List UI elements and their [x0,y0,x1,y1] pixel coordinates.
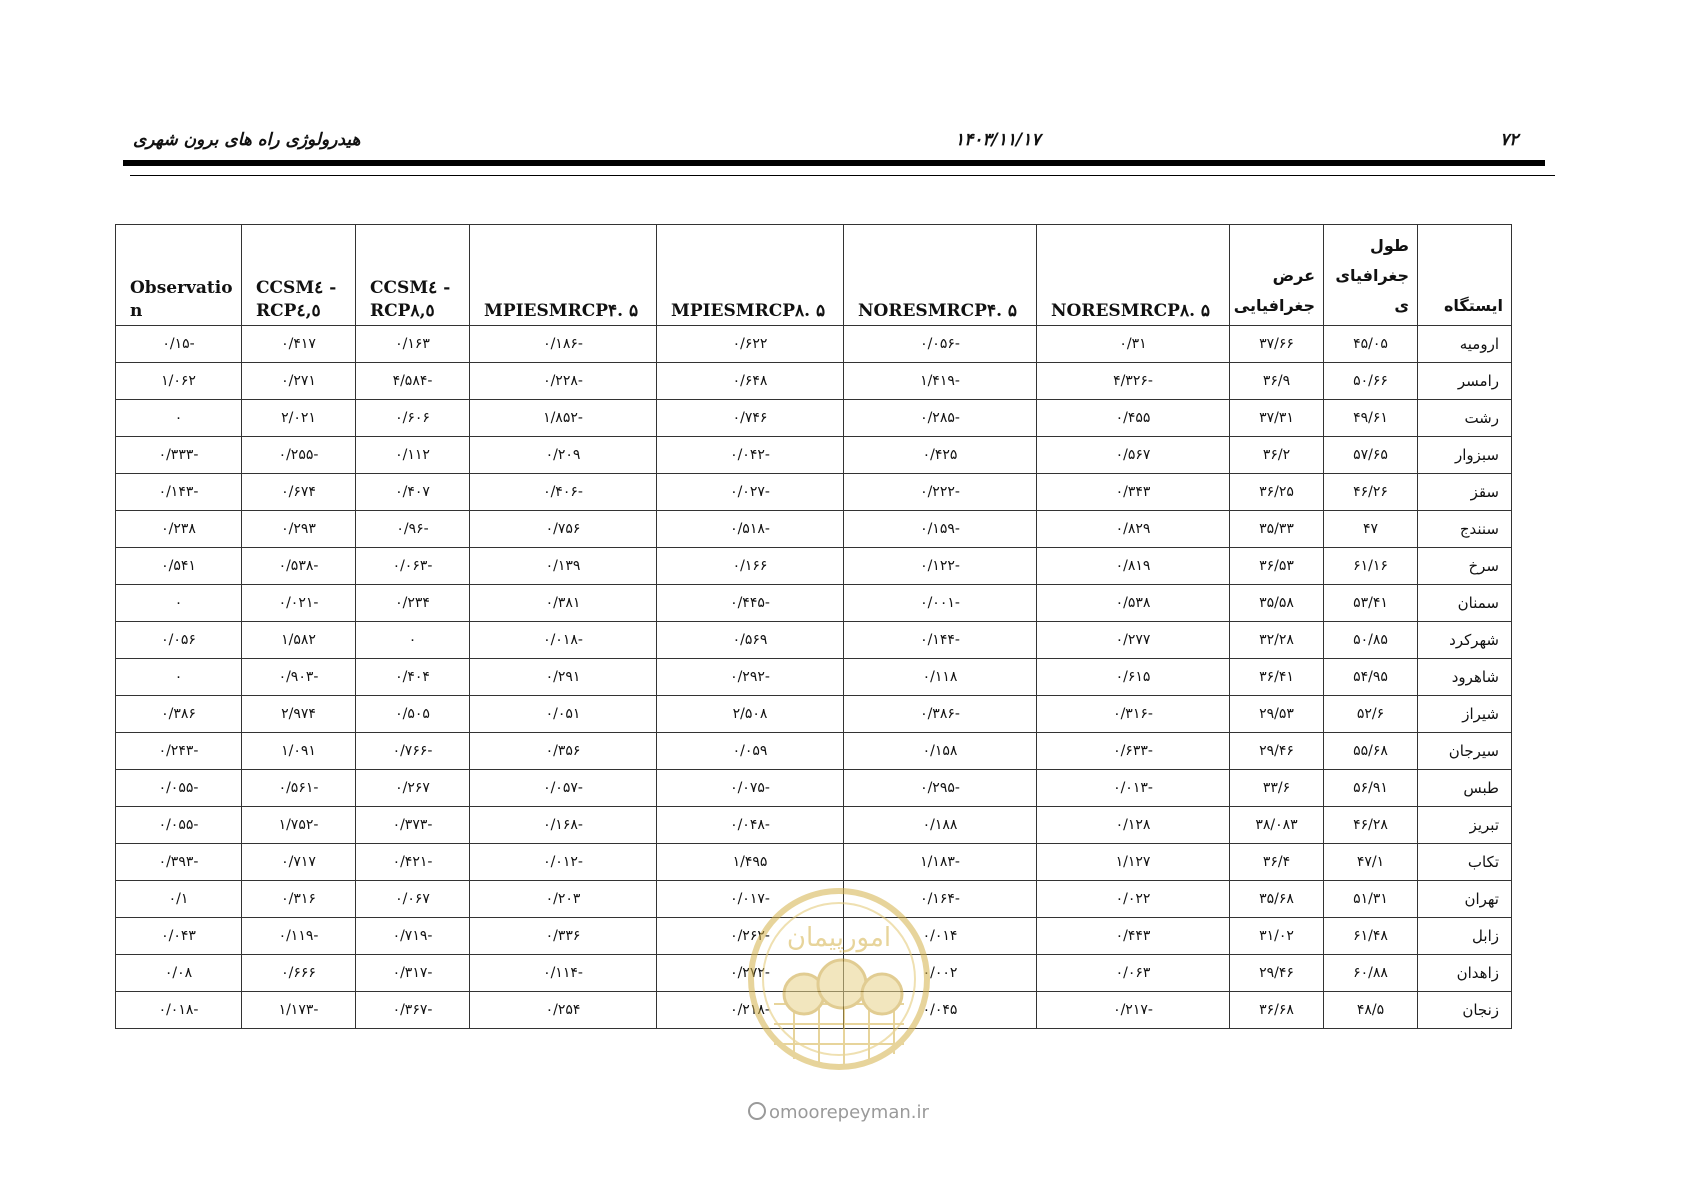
cell-noresm-rcp45: -۰/۱۴۴ [844,622,1037,659]
cell-mpiesm-rcp45: ۰/۳۸۱ [470,585,657,622]
cell-latitude: ۳۶/۶۸ [1230,992,1324,1029]
cell-latitude: ۳۷/۳۱ [1230,400,1324,437]
cell-longitude: ۴۶/۲۸ [1324,807,1418,844]
cell-noresm-rcp45: ۰/۰۰۲ [844,955,1037,992]
cell-noresm-rcp45: -۰/۲۸۵ [844,400,1037,437]
table-row [116,733,1512,770]
cell-noresm-rcp45: ۰/۱۵۸ [844,733,1037,770]
cell-noresm-rcp45: -۰/۲۹۵ [844,770,1037,807]
cell-ccsm4-rcp45: ۰/۶۶۶ [242,955,356,992]
column-header-noresm-rcp45: NORESMRCP۴. ۵ [844,225,1037,326]
column-header-mpiesm-rcp45: MPIESMRCP۴. ۵ [470,225,657,326]
cell-ccsm4-rcp85: ۰/۴۰۴ [356,659,470,696]
cell-observation: ۱/۰۶۲ [116,363,242,400]
cell-longitude: ۵۳/۴۱ [1324,585,1418,622]
cell-mpiesm-rcp85: ۰/۷۴۶ [657,400,844,437]
table-row [116,659,1512,696]
cell-noresm-rcp85: ۰/۶۱۵ [1037,659,1230,696]
cell-latitude: ۳۶/۲۵ [1230,474,1324,511]
cell-ccsm4-rcp85: -۰/۳۷۳ [356,807,470,844]
cell-noresm-rcp85: ۰/۸۲۹ [1037,511,1230,548]
cell-mpiesm-rcp45: -۰/۰۱۸ [470,622,657,659]
cell-ccsm4-rcp45: -۰/۵۶۱ [242,770,356,807]
cell-ccsm4-rcp45: ۰/۲۹۳ [242,511,356,548]
cell-ccsm4-rcp85: ۰ [356,622,470,659]
cell-station: زابل [1418,918,1512,955]
cell-observation: ۰/۰۴۳ [116,918,242,955]
table-row [116,770,1512,807]
cell-latitude: ۳۵/۶۸ [1230,881,1324,918]
column-header-longitude: طول جغرافیای ی [1324,225,1418,326]
cell-observation: ۰/۰۵۶ [116,622,242,659]
cell-longitude: ۵۵/۶۸ [1324,733,1418,770]
cell-station: تبریز [1418,807,1512,844]
cell-mpiesm-rcp85: ۰/۶۲۲ [657,326,844,363]
cell-longitude: ۵۴/۹۵ [1324,659,1418,696]
cell-noresm-rcp45: -۱/۱۸۳ [844,844,1037,881]
cell-latitude: ۳۷/۶۶ [1230,326,1324,363]
cell-observation: -۰/۰۵۵ [116,770,242,807]
document-title: هیدرولوژی راه های برون شهری [133,130,361,150]
cell-noresm-rcp45: ۰/۰۴۵ [844,992,1037,1029]
cell-observation: ۰/۰۸ [116,955,242,992]
cell-noresm-rcp45: ۰/۱۸۸ [844,807,1037,844]
column-header-mpiesm-rcp85: MPIESMRCP۸. ۵ [657,225,844,326]
cell-station: سبزوار [1418,437,1512,474]
column-header-ccsm4-rcp85: CCSM٤ - RCP٨,٥ [356,225,470,326]
cell-mpiesm-rcp85: -۰/۲۹۲ [657,659,844,696]
cell-ccsm4-rcp45: ۰/۴۱۷ [242,326,356,363]
cell-latitude: ۳۵/۳۳ [1230,511,1324,548]
table-row [116,622,1512,659]
cell-station: رشت [1418,400,1512,437]
cell-station: رامسر [1418,363,1512,400]
cell-mpiesm-rcp45: -۱/۸۵۲ [470,400,657,437]
cell-ccsm4-rcp85: ۰/۱۱۲ [356,437,470,474]
document-date: ۱۴۰۳/۱۱/۱۷ [955,130,1041,150]
cell-longitude: ۴۷/۱ [1324,844,1418,881]
cell-observation: -۰/۱۴۳ [116,474,242,511]
cell-station: سمنان [1418,585,1512,622]
cell-ccsm4-rcp45: ۰/۳۱۶ [242,881,356,918]
cell-latitude: ۳۳/۶ [1230,770,1324,807]
cell-ccsm4-rcp85: -۰/۰۶۳ [356,548,470,585]
cell-ccsm4-rcp45: -۱/۱۷۳ [242,992,356,1029]
table-row [116,326,1512,363]
cell-ccsm4-rcp85: ۰/۰۶۷ [356,881,470,918]
cell-station: شیراز [1418,696,1512,733]
cell-ccsm4-rcp45: -۰/۱۱۹ [242,918,356,955]
cell-mpiesm-rcp45: ۰/۲۹۱ [470,659,657,696]
cell-station: طبس [1418,770,1512,807]
cell-latitude: ۲۹/۴۶ [1230,733,1324,770]
cell-noresm-rcp45: -۰/۱۵۹ [844,511,1037,548]
cell-latitude: ۳۶/۴ [1230,844,1324,881]
table-row [116,548,1512,585]
cell-mpiesm-rcp85: -۰/۲۱۸ [657,992,844,1029]
cell-station: زاهدان [1418,955,1512,992]
cell-longitude: ۵۶/۹۱ [1324,770,1418,807]
cell-observation: -۰/۲۴۳ [116,733,242,770]
table-row [116,437,1512,474]
cell-mpiesm-rcp85: -۰/۲۶۲ [657,918,844,955]
cell-ccsm4-rcp85: ۰/۵۰۵ [356,696,470,733]
cell-mpiesm-rcp45: ۰/۳۳۶ [470,918,657,955]
cell-noresm-rcp85: ۰/۳۱ [1037,326,1230,363]
cell-ccsm4-rcp85: ۰/۲۳۴ [356,585,470,622]
cell-mpiesm-rcp85: -۰/۰۱۷ [657,881,844,918]
cell-noresm-rcp45: -۰/۲۲۲ [844,474,1037,511]
cell-noresm-rcp45: ۰/۰۱۴ [844,918,1037,955]
table-header-row [116,225,1512,326]
cell-latitude: ۳۶/۵۳ [1230,548,1324,585]
cell-longitude: ۴۹/۶۱ [1324,400,1418,437]
cell-mpiesm-rcp45: -۰/۱۱۴ [470,955,657,992]
cell-station: سنندج [1418,511,1512,548]
cell-mpiesm-rcp85: ۰/۶۴۸ [657,363,844,400]
cell-ccsm4-rcp45: ۲/۰۲۱ [242,400,356,437]
cell-noresm-rcp45: -۰/۰۵۶ [844,326,1037,363]
cell-station: سرخ [1418,548,1512,585]
cell-mpiesm-rcp45: ۰/۰۵۱ [470,696,657,733]
cell-mpiesm-rcp85: ۰/۱۶۶ [657,548,844,585]
cell-mpiesm-rcp85: -۰/۰۷۵ [657,770,844,807]
header-rule-thin [130,175,1555,176]
cell-noresm-rcp85: -۴/۳۲۶ [1037,363,1230,400]
table-row [116,807,1512,844]
cell-noresm-rcp45: -۰/۱۲۲ [844,548,1037,585]
cell-observation: -۰/۰۵۵ [116,807,242,844]
cell-mpiesm-rcp85: -۰/۵۱۸ [657,511,844,548]
cell-observation: ۰ [116,400,242,437]
cell-mpiesm-rcp85: ۱/۴۹۵ [657,844,844,881]
cell-longitude: ۴۷ [1324,511,1418,548]
cell-noresm-rcp85: ۰/۸۱۹ [1037,548,1230,585]
cell-latitude: ۳۵/۵۸ [1230,585,1324,622]
cell-noresm-rcp45: ۰/۱۱۸ [844,659,1037,696]
cell-mpiesm-rcp45: ۰/۱۳۹ [470,548,657,585]
at-icon [748,1102,766,1120]
cell-noresm-rcp45: -۰/۱۶۴ [844,881,1037,918]
cell-mpiesm-rcp85: -۰/۰۴۲ [657,437,844,474]
cell-longitude: ۵۰/۶۶ [1324,363,1418,400]
cell-latitude: ۳۱/۰۲ [1230,918,1324,955]
cell-mpiesm-rcp85: -۰/۰۲۷ [657,474,844,511]
cell-station: سقز [1418,474,1512,511]
cell-ccsm4-rcp45: -۰/۲۵۵ [242,437,356,474]
cell-noresm-rcp45: -۱/۴۱۹ [844,363,1037,400]
cell-longitude: ۴۵/۰۵ [1324,326,1418,363]
watermark-site: omoorepeyman.ir [769,1102,929,1123]
cell-mpiesm-rcp45: -۰/۱۸۶ [470,326,657,363]
table-row [116,400,1512,437]
cell-mpiesm-rcp45: -۰/۱۶۸ [470,807,657,844]
cell-latitude: ۲۹/۵۳ [1230,696,1324,733]
watermark-logo-text: امورپیمان [786,923,892,953]
cell-mpiesm-rcp45: -۰/۰۵۷ [470,770,657,807]
cell-latitude: ۳۲/۲۸ [1230,622,1324,659]
cell-ccsm4-rcp45: -۱/۷۵۲ [242,807,356,844]
cell-mpiesm-rcp45: -۰/۲۲۸ [470,363,657,400]
cell-noresm-rcp85: ۰/۵۶۷ [1037,437,1230,474]
cell-noresm-rcp85: ۰/۰۶۳ [1037,955,1230,992]
cell-ccsm4-rcp85: -۴/۵۸۴ [356,363,470,400]
cell-noresm-rcp85: -۰/۲۱۷ [1037,992,1230,1029]
cell-mpiesm-rcp85: ۲/۵۰۸ [657,696,844,733]
cell-noresm-rcp85: -۰/۰۱۳ [1037,770,1230,807]
cell-ccsm4-rcp85: ۰/۱۶۳ [356,326,470,363]
cell-ccsm4-rcp45: ۰/۶۷۴ [242,474,356,511]
cell-observation: ۰/۳۸۶ [116,696,242,733]
cell-latitude: ۲۹/۴۶ [1230,955,1324,992]
cell-noresm-rcp85: ۱/۱۲۷ [1037,844,1230,881]
cell-station: ارومیه [1418,326,1512,363]
table-row [116,585,1512,622]
cell-noresm-rcp85: ۰/۲۷۷ [1037,622,1230,659]
cell-longitude: ۵۷/۶۵ [1324,437,1418,474]
cell-ccsm4-rcp85: -۰/۳۶۷ [356,992,470,1029]
column-header-noresm-rcp85: NORESMRCP۸. ۵ [1037,225,1230,326]
cell-mpiesm-rcp45: ۰/۲۵۴ [470,992,657,1029]
cell-noresm-rcp85: ۰/۴۵۵ [1037,400,1230,437]
cell-observation: ۰/۵۴۱ [116,548,242,585]
cell-mpiesm-rcp45: -۰/۰۱۲ [470,844,657,881]
cell-ccsm4-rcp45: ۱/۰۹۱ [242,733,356,770]
cell-noresm-rcp85: -۰/۳۱۶ [1037,696,1230,733]
cell-station: شهرکرد [1418,622,1512,659]
cell-noresm-rcp85: -۰/۶۳۳ [1037,733,1230,770]
cell-ccsm4-rcp45: ۲/۹۷۴ [242,696,356,733]
cell-station: شاهرود [1418,659,1512,696]
watermark-site-text [748,1102,929,1123]
cell-latitude: ۳۶/۲ [1230,437,1324,474]
cell-ccsm4-rcp45: -۰/۹۰۳ [242,659,356,696]
cell-mpiesm-rcp85: ۰/۵۶۹ [657,622,844,659]
column-header-ccsm4-rcp45: CCSM٤ - RCP٤,٥ [242,225,356,326]
cell-observation: -۰/۰۱۸ [116,992,242,1029]
cell-ccsm4-rcp85: -۰/۷۱۹ [356,918,470,955]
cell-observation: -۰/۳۹۳ [116,844,242,881]
header-rule-thick [123,160,1545,166]
cell-ccsm4-rcp45: -۰/۰۲۱ [242,585,356,622]
cell-mpiesm-rcp85: ۰/۰۵۹ [657,733,844,770]
cell-noresm-rcp45: -۰/۳۸۶ [844,696,1037,733]
cell-latitude: ۳۶/۴۱ [1230,659,1324,696]
cell-longitude: ۵۲/۶ [1324,696,1418,733]
cell-ccsm4-rcp85: -۰/۷۶۶ [356,733,470,770]
cell-longitude: ۶۱/۴۸ [1324,918,1418,955]
cell-mpiesm-rcp45: ۰/۳۵۶ [470,733,657,770]
cell-ccsm4-rcp85: -۰/۴۲۱ [356,844,470,881]
cell-observation: ۰ [116,585,242,622]
column-header-observation: Observatio n [116,225,242,326]
column-header-station: ایستگاه [1418,225,1512,326]
cell-ccsm4-rcp85: ۰/۲۶۷ [356,770,470,807]
cell-ccsm4-rcp45: ۰/۷۱۷ [242,844,356,881]
cell-noresm-rcp85: ۰/۴۴۳ [1037,918,1230,955]
cell-observation: -۰/۱۵ [116,326,242,363]
cell-noresm-rcp45: -۰/۰۰۱ [844,585,1037,622]
cell-station: تهران [1418,881,1512,918]
cell-ccsm4-rcp85: ۰/۴۰۷ [356,474,470,511]
cell-ccsm4-rcp85: -۰/۳۱۷ [356,955,470,992]
cell-observation: -۰/۳۳۳ [116,437,242,474]
cell-mpiesm-rcp85: -۰/۴۴۵ [657,585,844,622]
table-row [116,511,1512,548]
cell-longitude: ۵۱/۳۱ [1324,881,1418,918]
cell-mpiesm-rcp45: -۰/۴۰۶ [470,474,657,511]
cell-ccsm4-rcp45: ۰/۲۷۱ [242,363,356,400]
cell-mpiesm-rcp45: ۰/۲۰۳ [470,881,657,918]
cell-longitude: ۵۰/۸۵ [1324,622,1418,659]
cell-noresm-rcp85: ۰/۰۲۲ [1037,881,1230,918]
table-row [116,696,1512,733]
table-row [116,474,1512,511]
cell-latitude: ۳۸/۰۸۳ [1230,807,1324,844]
cell-observation: ۰/۱ [116,881,242,918]
cell-ccsm4-rcp45: ۱/۵۸۲ [242,622,356,659]
cell-noresm-rcp85: ۰/۵۳۸ [1037,585,1230,622]
cell-longitude: ۴۶/۲۶ [1324,474,1418,511]
cell-longitude: ۶۱/۱۶ [1324,548,1418,585]
cell-longitude: ۶۰/۸۸ [1324,955,1418,992]
cell-ccsm4-rcp85: -۰/۹۶ [356,511,470,548]
cell-station: زنجان [1418,992,1512,1029]
table-row [116,844,1512,881]
cell-mpiesm-rcp45: ۰/۷۵۶ [470,511,657,548]
column-header-latitude: عرض جغرافیایی [1230,225,1324,326]
cell-noresm-rcp85: ۰/۳۴۳ [1037,474,1230,511]
cell-longitude: ۴۸/۵ [1324,992,1418,1029]
cell-ccsm4-rcp85: ۰/۶۰۶ [356,400,470,437]
cell-mpiesm-rcp85: -۰/۰۴۸ [657,807,844,844]
cell-mpiesm-rcp45: ۰/۲۰۹ [470,437,657,474]
cell-observation: ۰/۲۳۸ [116,511,242,548]
cell-station: تکاب [1418,844,1512,881]
omoorepeyman-logo-watermark [744,884,934,1074]
cell-noresm-rcp85: ۰/۱۲۸ [1037,807,1230,844]
cell-ccsm4-rcp45: -۰/۵۳۸ [242,548,356,585]
cell-latitude: ۳۶/۹ [1230,363,1324,400]
page-number: ۷۲ [1500,130,1519,150]
cell-station: سیرجان [1418,733,1512,770]
cell-mpiesm-rcp85: -۰/۲۷۲ [657,955,844,992]
table-row [116,363,1512,400]
cell-observation: ۰ [116,659,242,696]
cell-noresm-rcp45: ۰/۴۲۵ [844,437,1037,474]
